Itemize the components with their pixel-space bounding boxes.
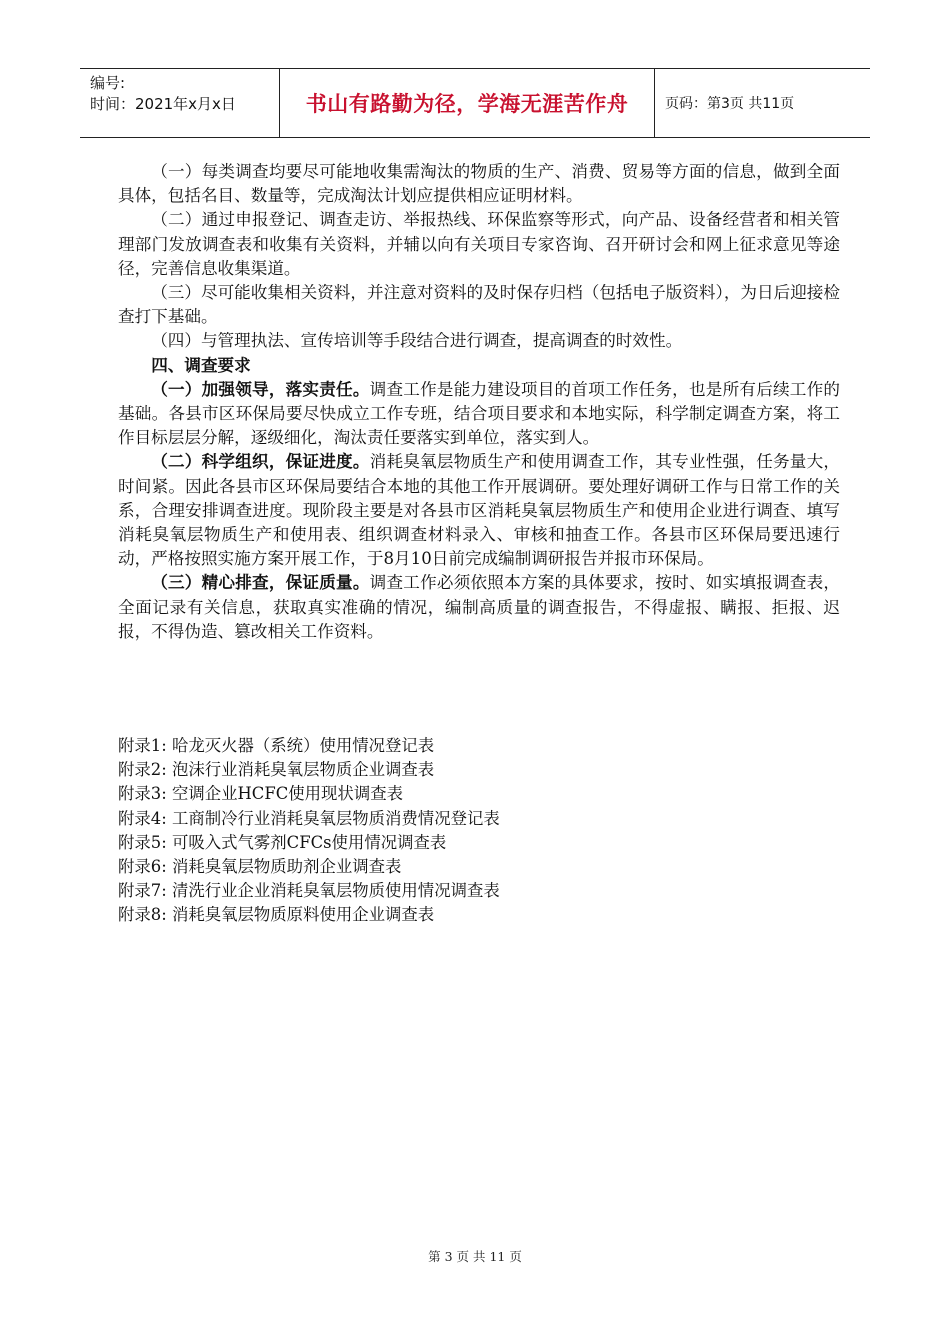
requirement-paragraph	[118, 571, 840, 644]
paragraph: （三）尽可能收集相关资料，并注意对资料的及时保存归档（包括电子版资料），为日后迎接检查打下基础。	[118, 283, 840, 327]
paragraph: （一）每类调查均要尽可能地收集需淘汰的物质的生产、消费、贸易等方面的信息，做到全面具体，包括名目、数量等，完成淘汰计划应提供相应证明材料。	[118, 162, 840, 206]
appendix-item: 附录1: 哈龙灭火器（系统）使用情况登记表	[118, 736, 435, 755]
header-page-info: 页码：第3页 共11页	[665, 96, 795, 112]
appendix-item: 附录8: 消耗臭氧层物质原料使用企业调查表	[118, 905, 435, 925]
requirement-paragraph	[118, 450, 840, 571]
appendix-item: 附录2: 泡沫行业消耗臭氧层物质企业调查表	[118, 760, 435, 780]
document-date: 时间：2021年x月x日	[90, 95, 236, 113]
paragraph: （二）通过申报登记、调查走访、举报热线、环保监察等形式，向产品、设备经营者和相关管理部门发放调查表和收集有关资料，并辅以向有关项目专家咨询、召开研讨会和网上征求意见等途径，完善信息收集渠道。	[118, 210, 840, 278]
section-title: 四、调查要求	[151, 355, 251, 375]
header-motto: 书山有路勤为径，学海无涯苦作舟	[280, 69, 655, 137]
document-body	[118, 160, 840, 644]
page-header	[80, 68, 870, 138]
paragraph: （四）与管理执法、宣传培训等手段结合进行调查，提高调查的时效性。	[151, 331, 683, 351]
requirement-paragraph	[118, 378, 840, 451]
requirement-text: 调查工作必须依照本方案的具体要求，按时、如实填报调查表，全面记录有关信息，获取真实准确的情况，编制高质量的调查报告，不得虚报、瞒报、拒报、迟报，不得伪造、篡改相关工作资料。	[118, 573, 841, 641]
appendix-item: 附录3: 空调企业HCFC使用现状调查表	[118, 784, 403, 804]
appendix-item: 附录5: 可吸入式气雾剂CFCs使用情况调查表	[118, 832, 447, 852]
requirement-heading: （一）加强领导，落实责任。	[151, 379, 370, 399]
appendix-item: 附录4: 工商制冷行业消耗臭氧层物质消费情况登记表	[118, 808, 500, 828]
requirement-text: 调查工作是能力建设项目的首项工作任务，也是所有后续工作的基础。各县市区环保局要尽快成立工作专班，结合项目要求和本地实际，科学制定调查方案，将工作目标层层分解，逐级细化，淘汰责任要落实到单位，落实到人。	[118, 379, 841, 448]
document-number-label: 编号:	[90, 74, 126, 92]
requirement-heading: （三）精心排查，保证质量。	[151, 573, 370, 593]
header-meta	[80, 69, 280, 137]
appendix-item: 附录6: 消耗臭氧层物质助剂企业调查表	[118, 857, 402, 877]
appendix-list	[118, 734, 840, 928]
requirement-text: 消耗臭氧层物质生产和使用调查工作，其专业性强，任务量大，时间紧。因此各县市区环保局要结合本地的其他工作开展调研。要处理好调研工作与日常工作的关系，合理安排调查进度。现阶段主要是对各县市区消耗臭氧层物质生产和使用企业进行调查、填写消耗臭氧层物质生产和使用表、组织调查材料录入、审核和抽查工作。各县市区环保局要迅速行动，严格按照实施方案开展工作，于8月10日前完成编制调研报告并报市环保局。	[118, 452, 841, 569]
page-footer: 第 3 页 共 11 页	[428, 1249, 522, 1264]
requirement-heading: （二）科学组织，保证进度。	[151, 452, 370, 472]
appendix-item: 附录7: 清洗行业企业消耗臭氧层物质使用情况调查表	[118, 881, 500, 901]
